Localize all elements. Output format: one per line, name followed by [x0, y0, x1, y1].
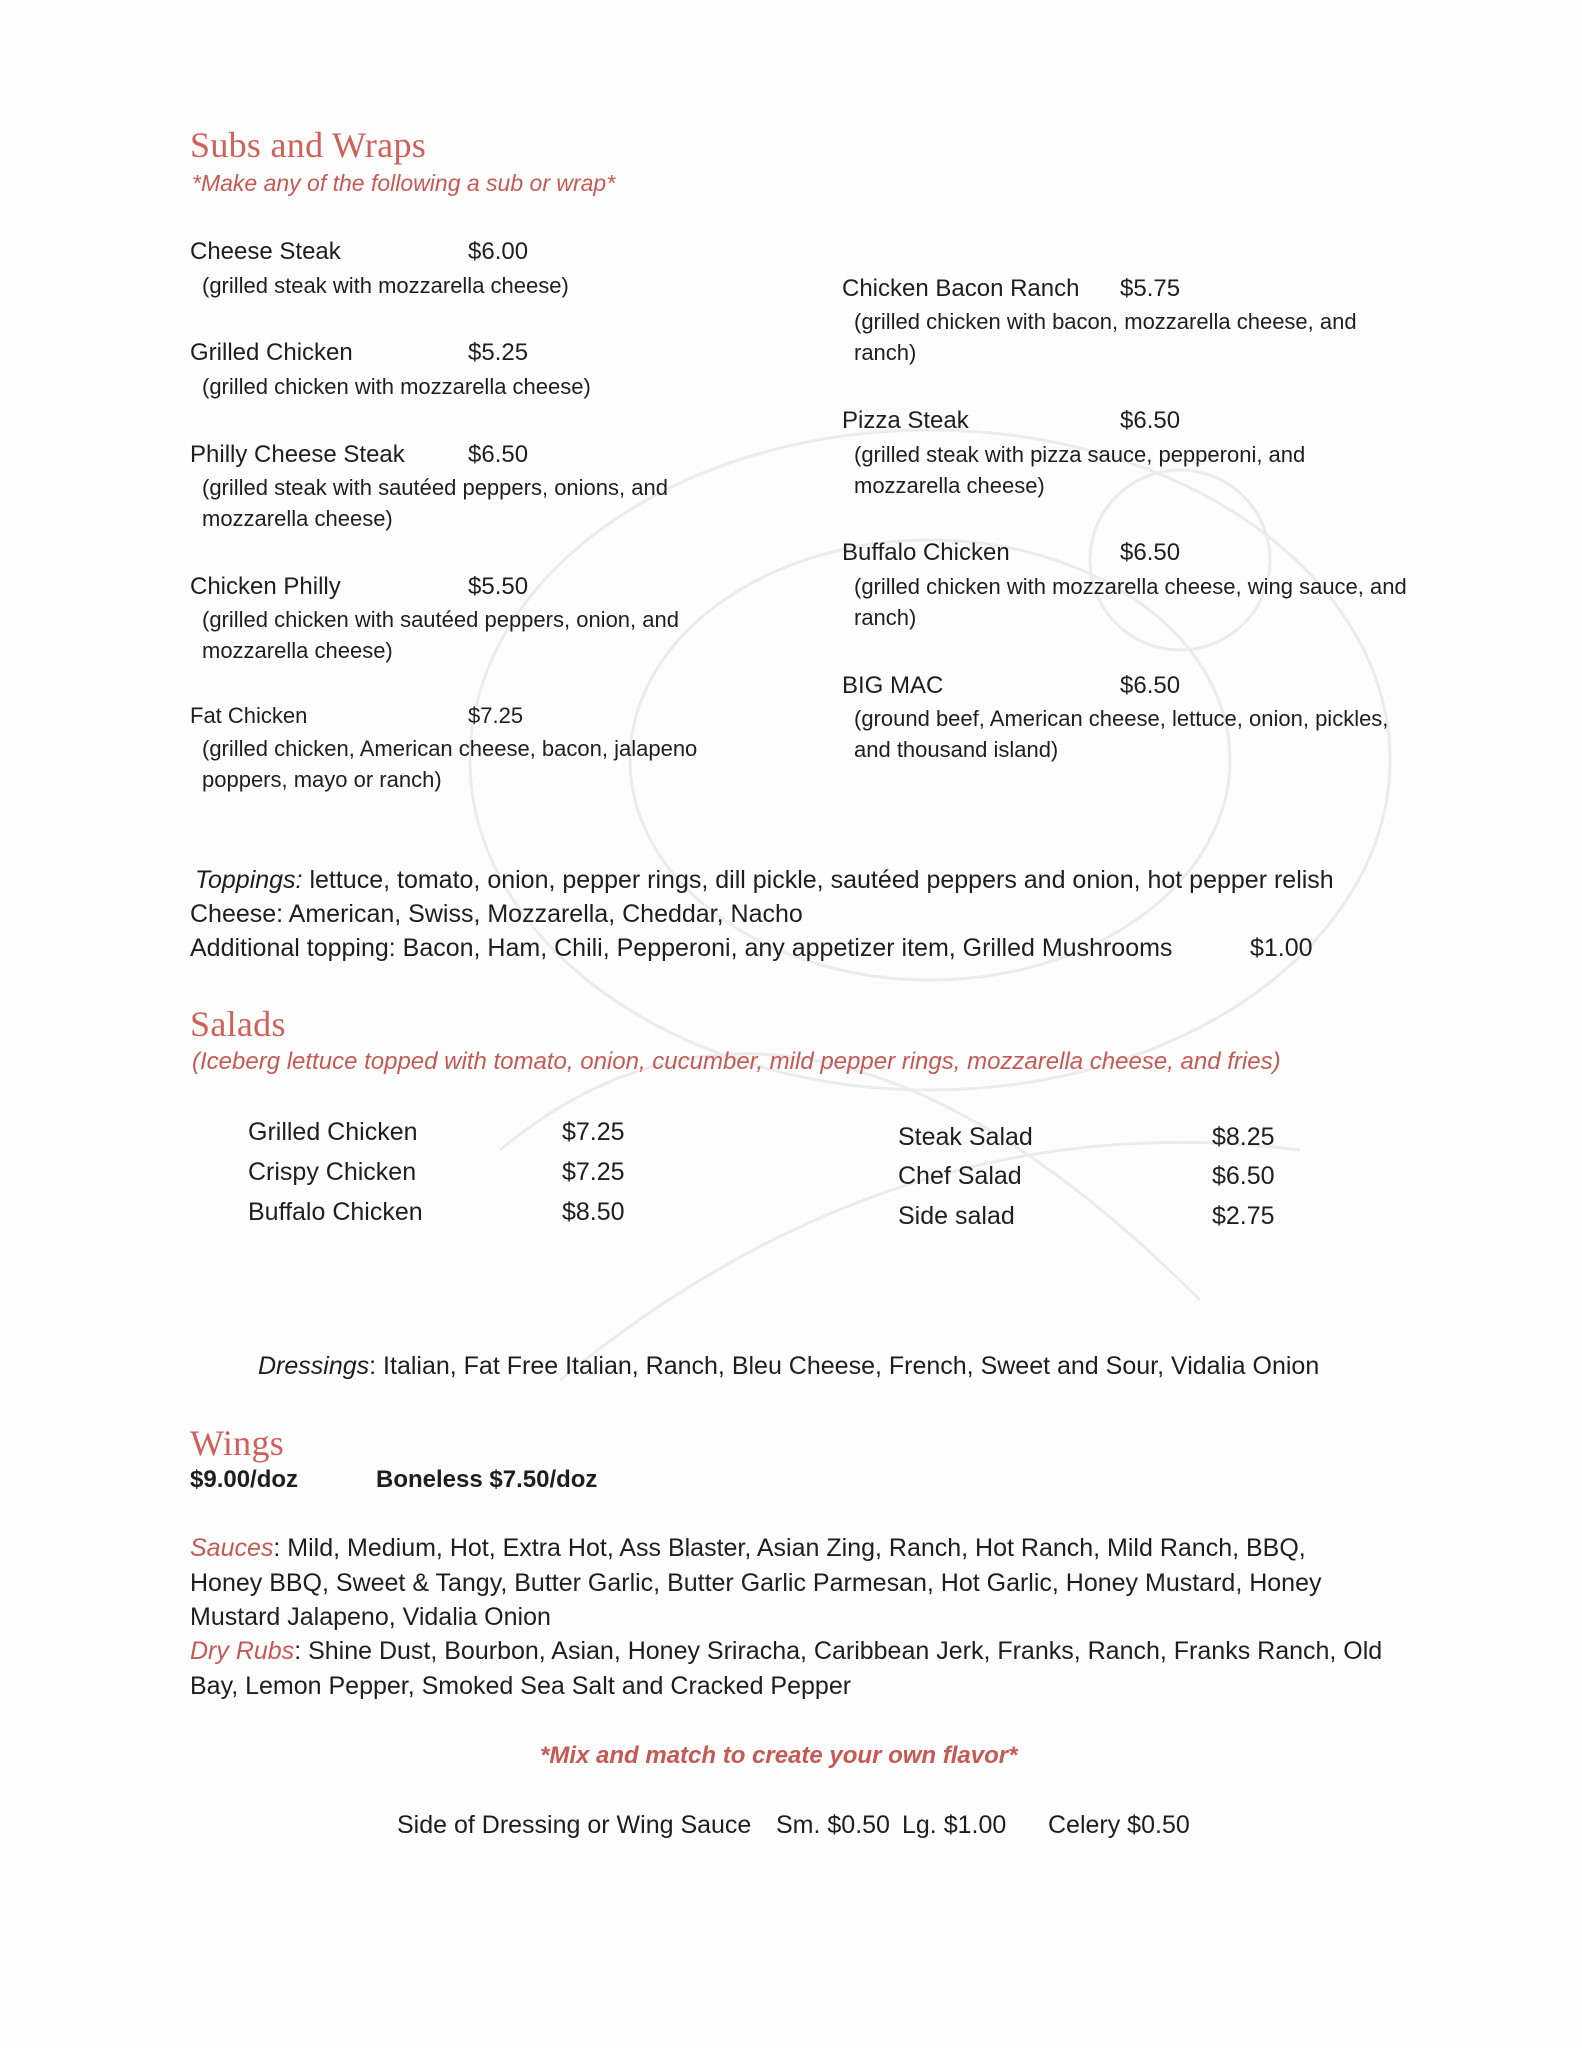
item-desc: (grilled chicken with mozzarella cheese): [202, 374, 591, 399]
salads-title: Salads: [190, 1004, 286, 1044]
toppings-text: lettuce, tomato, onion, pepper rings, dill pickle, sautéed peppers and onion, hot pepper relish: [302, 866, 1334, 894]
item-name: Fat Chicken: [190, 703, 308, 728]
salad-name: Crispy Chicken: [248, 1158, 417, 1186]
salad-name: Grilled Chicken: [248, 1118, 418, 1146]
dryrubs-line-1: [190, 1637, 1382, 1666]
salads-note: (Iceberg lettuce topped with tomato, onion, cucumber, mild pepper rings, mozzarella cheese, and fries): [192, 1048, 1281, 1075]
dryrubs-line-2: Bay, Lemon Pepper, Smoked Sea Salt and Cracked Pepper: [190, 1672, 852, 1700]
salad-name: Chef Salad: [898, 1162, 1022, 1190]
item-price: $5.50: [468, 573, 529, 600]
dryrubs-text-1: : Shine Dust, Bourbon, Asian, Honey Sriracha, Caribbean Jerk, Franks, Ranch, Franks Ranch, Old: [294, 1637, 1383, 1665]
additional-topping-price: $1.00: [1250, 934, 1313, 962]
item-name: Grilled Chicken: [190, 339, 353, 366]
sauces-line-1: [190, 1534, 1306, 1563]
salad-price: $8.25: [1212, 1123, 1275, 1151]
additional-topping-line: Additional topping: Bacon, Ham, Chili, Pepperoni, any appetizer item, Grilled Mushrooms: [190, 934, 1173, 962]
item-name: BIG MAC: [842, 672, 944, 699]
item-desc: (grilled steak with pizza sauce, pepperoni, and mozzarella cheese): [854, 442, 1306, 498]
mix-match-note: *Mix and match to create your own flavor*: [540, 1742, 1018, 1769]
item-desc: (grilled chicken with sautéed peppers, onion, and mozzarella cheese): [202, 607, 679, 663]
sauces-line-2: Honey BBQ, Sweet & Tangy, Butter Garlic, Butter Garlic Parmesan, Hot Garlic, Honey Mustard, Honey: [190, 1569, 1322, 1597]
side-large-price: Lg. $1.00: [902, 1811, 1007, 1839]
side-dressing-label: Side of Dressing or Wing Sauce: [397, 1811, 752, 1839]
salad-price: $8.50: [562, 1198, 625, 1226]
item-price: $6.50: [468, 441, 529, 468]
dressings-label: Dressings: [258, 1352, 370, 1380]
subs-title: Subs and Wraps: [190, 125, 427, 165]
sauces-text-1: : Mild, Medium, Hot, Extra Hot, Ass Blaster, Asian Zing, Ranch, Hot Ranch, Mild Ranch, BBQ,: [273, 1534, 1306, 1562]
item-price: $6.50: [1120, 407, 1181, 434]
cheese-line: Cheese: American, Swiss, Mozzarella, Cheddar, Nacho: [190, 900, 803, 928]
celery-price: Celery $0.50: [1048, 1811, 1190, 1839]
toppings-label: Toppings:: [195, 866, 303, 894]
toppings-line: [195, 866, 1334, 895]
dressings-text: : Italian, Fat Free Italian, Ranch, Bleu Cheese, French, Sweet and Sour, Vidalia Onion: [369, 1352, 1320, 1380]
wings-price: $9.00/doz: [190, 1466, 299, 1493]
item-desc: (grilled steak with sautéed peppers, onions, and mozzarella cheese): [202, 475, 668, 531]
dryrubs-label: Dry Rubs: [190, 1637, 295, 1665]
salad-price: $2.75: [1212, 1202, 1275, 1230]
item-desc: (ground beef, American cheese, lettuce, onion, pickles, and thousand island): [854, 706, 1389, 762]
item-desc: (grilled steak with mozzarella cheese): [202, 273, 569, 298]
sauces-line-3: Mustard Jalapeno, Vidalia Onion: [190, 1603, 551, 1631]
wings-title: Wings: [190, 1423, 285, 1463]
item-name: Pizza Steak: [842, 407, 969, 434]
salad-name: Side salad: [898, 1202, 1015, 1230]
sauces-label: Sauces: [190, 1534, 274, 1562]
item-name: Philly Cheese Steak: [190, 441, 405, 468]
salad-name: Buffalo Chicken: [248, 1198, 423, 1226]
item-price: $6.00: [468, 238, 529, 265]
item-name: Cheese Steak: [190, 238, 341, 265]
item-price: $5.25: [468, 339, 529, 366]
salad-price: $7.25: [562, 1158, 625, 1186]
item-price: $5.75: [1120, 275, 1181, 302]
salad-name: Steak Salad: [898, 1123, 1033, 1151]
item-price: $6.50: [1120, 539, 1181, 566]
salad-price: $6.50: [1212, 1162, 1275, 1190]
subs-note: *Make any of the following a sub or wrap*: [192, 170, 616, 196]
salad-price: $7.25: [562, 1118, 625, 1146]
item-name: Buffalo Chicken: [842, 539, 1010, 566]
item-price: $7.25: [468, 703, 524, 728]
item-name: Chicken Philly: [190, 573, 341, 600]
item-desc: (grilled chicken with bacon, mozzarella cheese, and ranch): [854, 309, 1357, 365]
wings-boneless-price: Boneless $7.50/doz: [376, 1466, 598, 1493]
item-name: Chicken Bacon Ranch: [842, 275, 1080, 302]
item-price: $6.50: [1120, 672, 1181, 699]
item-desc: (grilled chicken, American cheese, bacon, jalapeno poppers, mayo or ranch): [202, 736, 698, 792]
dressings-line: [258, 1352, 1319, 1381]
item-desc: (grilled chicken with mozzarella cheese, wing sauce, and ranch): [854, 574, 1407, 630]
side-small-price: Sm. $0.50: [776, 1811, 890, 1839]
